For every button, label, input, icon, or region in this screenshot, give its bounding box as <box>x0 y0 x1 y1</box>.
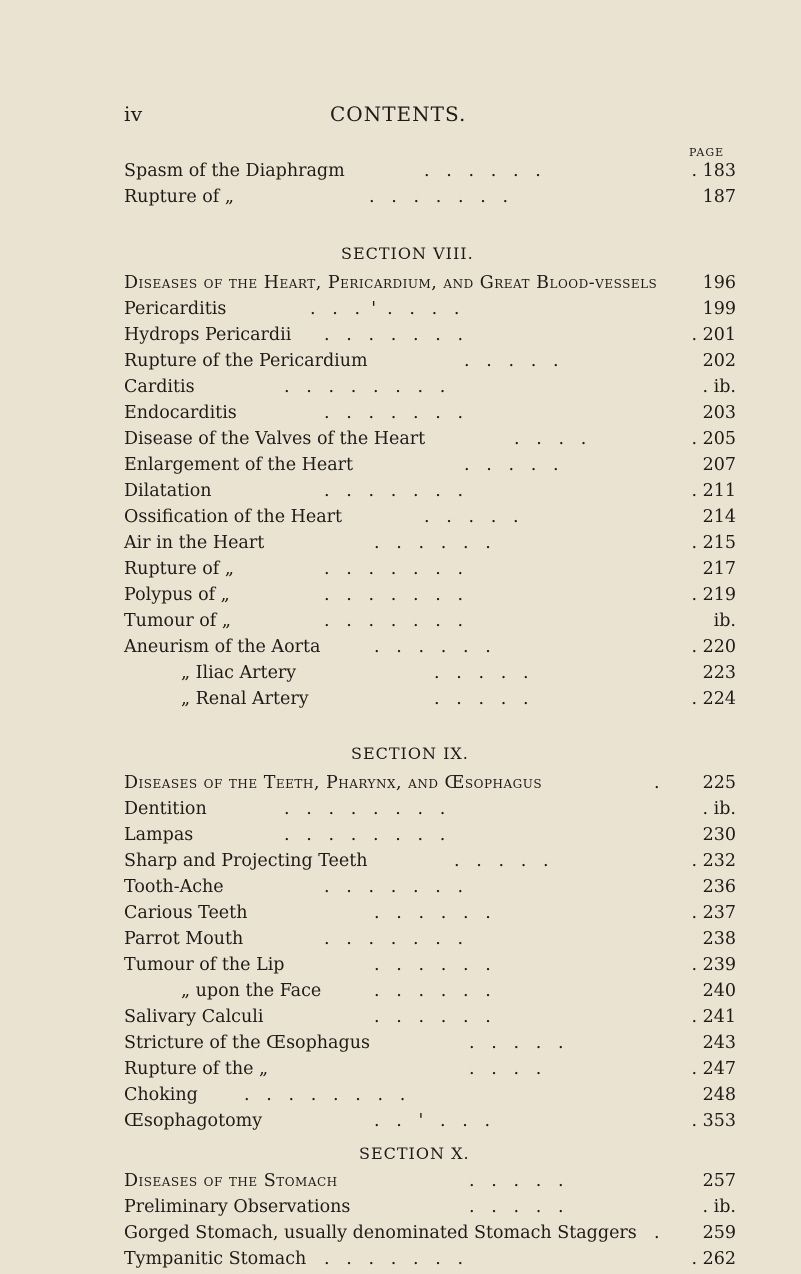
leader-dots: . . . . . . <box>374 1007 491 1027</box>
entry-page: . 232 <box>691 851 736 871</box>
leader-dots: . . . . . <box>434 663 529 683</box>
leader-dots: . . . . . <box>454 851 549 871</box>
entry-title: Aneurism of the Aorta <box>124 637 321 657</box>
leader-dots: . . . . . . <box>424 161 541 181</box>
toc-entry <box>124 348 736 374</box>
leader-dots: . . . . . . . <box>324 403 464 423</box>
entry-page: . 262 <box>691 1249 736 1269</box>
leader-dots: . . . . . . . <box>324 585 464 605</box>
entry-title: Preliminary Observations <box>124 1197 351 1217</box>
leader-dots: . . ' . . . <box>374 1111 491 1131</box>
entry-title: Pericarditis <box>124 299 227 319</box>
entry-title: Sharp and Projecting Teeth <box>124 851 368 871</box>
entry-title: Rupture of „ <box>124 187 234 207</box>
leader-dots: . . . . . . <box>374 533 491 553</box>
toc-entry <box>124 426 736 452</box>
leader-dots: . . . . . . . . <box>284 799 446 819</box>
entry-page: . 219 <box>691 585 736 605</box>
page-column-label: PAGE <box>689 146 725 159</box>
page-number: iv <box>124 102 143 126</box>
entry-title: Air in the Heart <box>124 533 265 553</box>
leader-dots: . . . . . . . <box>324 1249 464 1269</box>
entry-page: ib. <box>713 611 736 631</box>
leader-dots: . . . . <box>469 1059 542 1079</box>
entry-page: . 237 <box>691 903 736 923</box>
toc-entry <box>124 158 736 184</box>
section-heading: SECTION VIII. <box>341 244 474 263</box>
toc-entry <box>124 400 736 426</box>
entry-title: „ upon the Face <box>181 981 322 1001</box>
entry-page: 257 <box>702 1171 736 1191</box>
entry-title: Tympanitic Stomach <box>124 1249 307 1269</box>
entry-page: . 241 <box>691 1007 736 1027</box>
entry-title: Choking <box>124 1085 198 1105</box>
toc-entry <box>124 822 736 848</box>
entry-page: . 215 <box>691 533 736 553</box>
entry-page: . 201 <box>691 325 736 345</box>
entry-title: Diseases of the Stomach <box>124 1171 338 1191</box>
toc-entry <box>124 978 736 1004</box>
toc-entry <box>124 1194 736 1220</box>
toc-entry <box>124 660 736 686</box>
entry-page: . ib. <box>702 377 736 397</box>
toc-entry <box>124 478 736 504</box>
entry-page: 230 <box>702 825 736 845</box>
entry-page: . 220 <box>691 637 736 657</box>
leader-dots: . . . . . . . <box>324 929 464 949</box>
leader-dots: . <box>654 773 660 793</box>
leader-dots: . <box>654 1223 660 1243</box>
entry-page: 259 <box>702 1223 736 1243</box>
toc-entry <box>124 322 736 348</box>
toc-entry <box>124 530 736 556</box>
entry-title: „ Renal Artery <box>181 689 309 709</box>
entry-title: Carditis <box>124 377 195 397</box>
entry-page: 225 <box>702 773 736 793</box>
leader-dots: . . . . . . . <box>324 481 464 501</box>
entry-page: . 205 <box>691 429 736 449</box>
entry-title: Tumour of the Lip <box>124 955 285 975</box>
leader-dots: . . . . . <box>469 1033 564 1053</box>
leader-dots: . . . . <box>514 429 587 449</box>
entry-page: . 224 <box>691 689 736 709</box>
entry-title: Enlargement of the Heart <box>124 455 354 475</box>
entry-page: 214 <box>702 507 736 527</box>
entry-title: Stricture of the Œsophagus <box>124 1033 370 1053</box>
toc-entry-last <box>124 1246 736 1272</box>
entry-page: 187 <box>702 187 736 207</box>
entry-title: Œsophagotomy <box>124 1111 263 1131</box>
entry-page: 248 <box>702 1085 736 1105</box>
entry-title: Endocarditis <box>124 403 237 423</box>
leader-dots: . . . . . . . . <box>244 1085 406 1105</box>
toc-entry <box>124 452 736 478</box>
entry-page: . ib. <box>702 799 736 819</box>
leader-dots: . . . . . <box>464 455 559 475</box>
leader-dots: . . . . . <box>434 689 529 709</box>
entry-page: 203 <box>702 403 736 423</box>
entry-page: . 211 <box>691 481 736 501</box>
entry-title: Hydrops Pericardii <box>124 325 292 345</box>
entry-title: Diseases of the Heart, Pericardium, and Great Blood-vessels <box>124 273 658 293</box>
toc-entry <box>124 1220 736 1246</box>
entry-page: 207 <box>702 455 736 475</box>
toc-entry <box>124 634 736 660</box>
entry-page: . 183 <box>691 161 736 181</box>
entry-page: 196 <box>702 273 736 293</box>
leader-dots: . . . . . . <box>374 955 491 975</box>
toc-entry <box>124 270 736 296</box>
entry-title: Rupture of the „ <box>124 1059 269 1079</box>
toc-entry <box>124 296 736 322</box>
entry-title: Tumour of „ <box>124 611 231 631</box>
entry-page: . ib. <box>702 1197 736 1217</box>
entry-title: Spasm of the Diaphragm <box>124 161 345 181</box>
toc-entry <box>124 1082 736 1108</box>
entry-page: 240 <box>702 981 736 1001</box>
leader-dots: . . . . . . <box>374 903 491 923</box>
toc-entry <box>124 952 736 978</box>
page-title: CONTENTS. <box>330 102 467 126</box>
entry-title: „ Iliac Artery <box>181 663 297 683</box>
entry-page: 202 <box>702 351 736 371</box>
leader-dots: . . . . . . . <box>324 325 464 345</box>
leader-dots: . . . . . <box>464 351 559 371</box>
entry-page: . 247 <box>691 1059 736 1079</box>
toc-entry <box>124 1004 736 1030</box>
toc-entry <box>124 608 736 634</box>
entry-title: Disease of the Valves of the Heart <box>124 429 426 449</box>
entry-title: Salivary Calculi <box>124 1007 264 1027</box>
toc-entry <box>124 582 736 608</box>
leader-dots: . . . . . . . <box>324 877 464 897</box>
toc-entry <box>124 374 736 400</box>
toc-entry <box>124 926 736 952</box>
toc-entry <box>124 900 736 926</box>
entry-page: 236 <box>702 877 736 897</box>
entry-page: 199 <box>702 299 736 319</box>
leader-dots: . . . . . <box>424 507 519 527</box>
section-heading: SECTION IX. <box>351 744 469 763</box>
toc-entry <box>124 504 736 530</box>
entry-page: . 239 <box>691 955 736 975</box>
entry-title: Diseases of the Teeth, Pharynx, and Œsophagus <box>124 773 543 793</box>
toc-entry <box>124 1056 736 1082</box>
entry-page: 238 <box>702 929 736 949</box>
entry-title: Gorged Stomach, usually denominated Stomach Staggers <box>124 1223 637 1243</box>
leader-dots: . . . . . <box>469 1197 564 1217</box>
entry-page: . 353 <box>691 1111 736 1131</box>
entry-title: Polypus of „ <box>124 585 230 605</box>
toc-entry <box>124 1168 736 1194</box>
toc-entry <box>124 796 736 822</box>
leader-dots: . . . . . . . <box>324 611 464 631</box>
toc-entry <box>124 848 736 874</box>
toc-entry <box>124 184 736 210</box>
entry-title: Ossification of the Heart <box>124 507 343 527</box>
leader-dots: . . . . . . . . <box>284 825 446 845</box>
toc-entry <box>124 1030 736 1056</box>
entry-title: Lampas <box>124 825 194 845</box>
leader-dots: . . . . . . <box>374 637 491 657</box>
leader-dots: . . . . . <box>469 1171 564 1191</box>
entry-title: Tooth-Ache <box>124 877 224 897</box>
entry-page: 223 <box>702 663 736 683</box>
toc-entry <box>124 686 736 712</box>
toc-entry <box>124 1108 736 1134</box>
entry-title: Dentition <box>124 799 207 819</box>
entry-page: 243 <box>702 1033 736 1053</box>
leader-dots: . . . . . . . . <box>284 377 446 397</box>
section-heading: SECTION X. <box>359 1144 470 1163</box>
leader-dots: . . . ' . . . . <box>310 299 460 319</box>
toc-entry <box>124 556 736 582</box>
leader-dots: . . . . . . . <box>369 187 509 207</box>
leader-dots: . . . . . . <box>374 981 491 1001</box>
entry-title: Rupture of the Pericardium <box>124 351 368 371</box>
entry-title: Dilatation <box>124 481 212 501</box>
entry-page: 217 <box>702 559 736 579</box>
entry-title: Parrot Mouth <box>124 929 244 949</box>
entry-title: Carious Teeth <box>124 903 248 923</box>
toc-entry <box>124 770 736 796</box>
entry-title: Rupture of „ <box>124 559 234 579</box>
leader-dots: . . . . . . . <box>324 559 464 579</box>
toc-entry <box>124 874 736 900</box>
